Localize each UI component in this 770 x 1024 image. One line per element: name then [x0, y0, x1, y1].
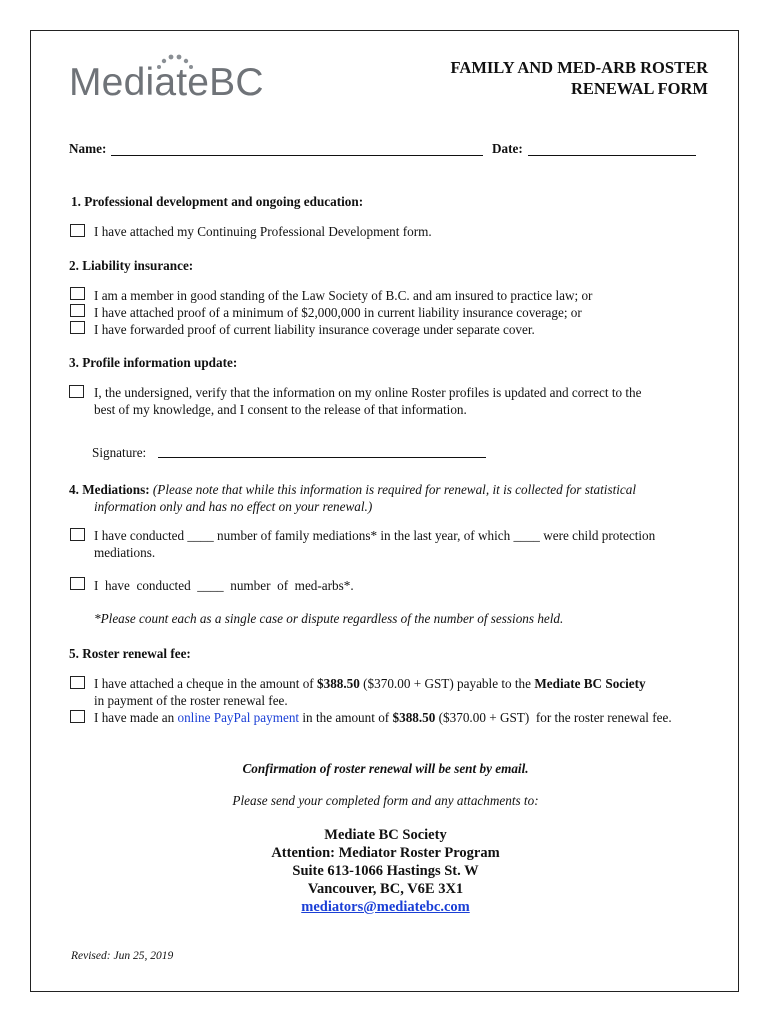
paypal-text-c: ($370.00 + GST) for the roster renewal fee. [435, 710, 672, 725]
mailing-address [31, 826, 740, 916]
date-field[interactable] [528, 141, 696, 156]
signature-label: Signature: [92, 445, 147, 460]
section-1-heading: 1. Professional development and ongoing education: [71, 194, 364, 209]
address-line-1: Mediate BC Society [324, 827, 447, 843]
name-field[interactable] [111, 141, 483, 156]
paypal-text-a: I have made an [94, 710, 178, 725]
section-2-heading: 2. Liability insurance: [69, 258, 194, 273]
cheque-text-b: ($370.00 + GST) payable to the [359, 676, 535, 691]
family-mediations-line-2: mediations. [94, 545, 156, 560]
insurance-proof-option: I have attached proof of a minimum of $2,000,000 in current liability insurance coverage; or [94, 305, 582, 320]
cheque-text-a: I have attached a cheque in the amount of [94, 676, 317, 691]
address-line-2: Attention: Mediator Roster Program [271, 845, 500, 861]
paypal-link[interactable]: online PayPal payment [177, 710, 300, 725]
logo-wordmark: MediateBC [69, 61, 264, 104]
insurance-forwarded-checkbox[interactable] [70, 321, 85, 334]
profile-verify-checkbox[interactable] [69, 385, 84, 398]
address-line-4: Vancouver, BC, V6E 3X1 [307, 881, 464, 897]
name-label: Name: [69, 141, 107, 156]
law-society-checkbox[interactable] [70, 287, 85, 300]
paypal-option [94, 709, 672, 726]
title-line-1: FAMILY AND MED-ARB ROSTER [450, 58, 708, 77]
section-4-heading: 4. Mediations: [69, 482, 150, 497]
section-5-heading: 5. Roster renewal fee: [69, 646, 191, 661]
date-label: Date: [492, 141, 523, 156]
cpd-form-option: I have attached my Continuing Professional Development form. [94, 224, 432, 239]
title-line-2: RENEWAL FORM [570, 79, 708, 98]
section-4-heading-block [69, 481, 709, 498]
form-page [30, 30, 739, 992]
email-link[interactable]: mediators@mediatebc.com [301, 899, 470, 915]
section-4-note-line-1: (Please note that while this information is required for renewal, it is collected for statistical [152, 482, 637, 497]
profile-verify-line-1: I, the undersigned, verify that the information on my online Roster profiles is updated and correct to the [94, 385, 642, 400]
count-footnote: *Please count each as a single case or dispute regardless of the number of sessions held. [94, 611, 564, 626]
paypal-checkbox[interactable] [70, 710, 85, 723]
section-4-note-line-2: information only and has no effect on your renewal.) [94, 499, 373, 514]
profile-verify-line-2: best of my knowledge, and I consent to the release of that information. [94, 402, 467, 417]
mediatebc-logo [69, 51, 269, 107]
send-instructions: Please send your completed form and any attachments to: [232, 793, 539, 808]
paypal-text-b: in the amount of [299, 710, 393, 725]
cheque-checkbox[interactable] [70, 676, 85, 689]
signature-field[interactable] [158, 443, 486, 458]
revised-date: Revised: Jun 25, 2019 [71, 950, 174, 962]
section-3-heading: 3. Profile information update: [69, 355, 238, 370]
law-society-option: I am a member in good standing of the Law Society of B.C. and am insured to practice law; or [94, 288, 593, 303]
paypal-amount: $388.50 [392, 710, 436, 725]
family-mediations-checkbox[interactable] [70, 528, 85, 541]
cpd-form-checkbox[interactable] [70, 224, 85, 237]
cheque-option-line-1 [94, 675, 646, 692]
family-mediations-line-1: I have conducted ____ number of family mediations* in the last year, of which ____ were child protection [94, 528, 656, 543]
address-line-3: Suite 613-1066 Hastings St. W [292, 863, 479, 879]
cheque-payee: Mediate BC Society [534, 676, 646, 691]
form-title [451, 57, 708, 99]
med-arbs-option: I have conducted ____ number of med-arbs*. [94, 578, 354, 593]
cheque-amount: $388.50 [317, 676, 360, 691]
confirmation-note: Confirmation of roster renewal will be sent by email. [242, 761, 529, 776]
med-arbs-checkbox[interactable] [70, 577, 85, 590]
cheque-option-line-2: in payment of the roster renewal fee. [94, 693, 288, 708]
insurance-forwarded-option: I have forwarded proof of current liability insurance coverage under separate cover. [94, 322, 535, 337]
insurance-proof-checkbox[interactable] [70, 304, 85, 317]
